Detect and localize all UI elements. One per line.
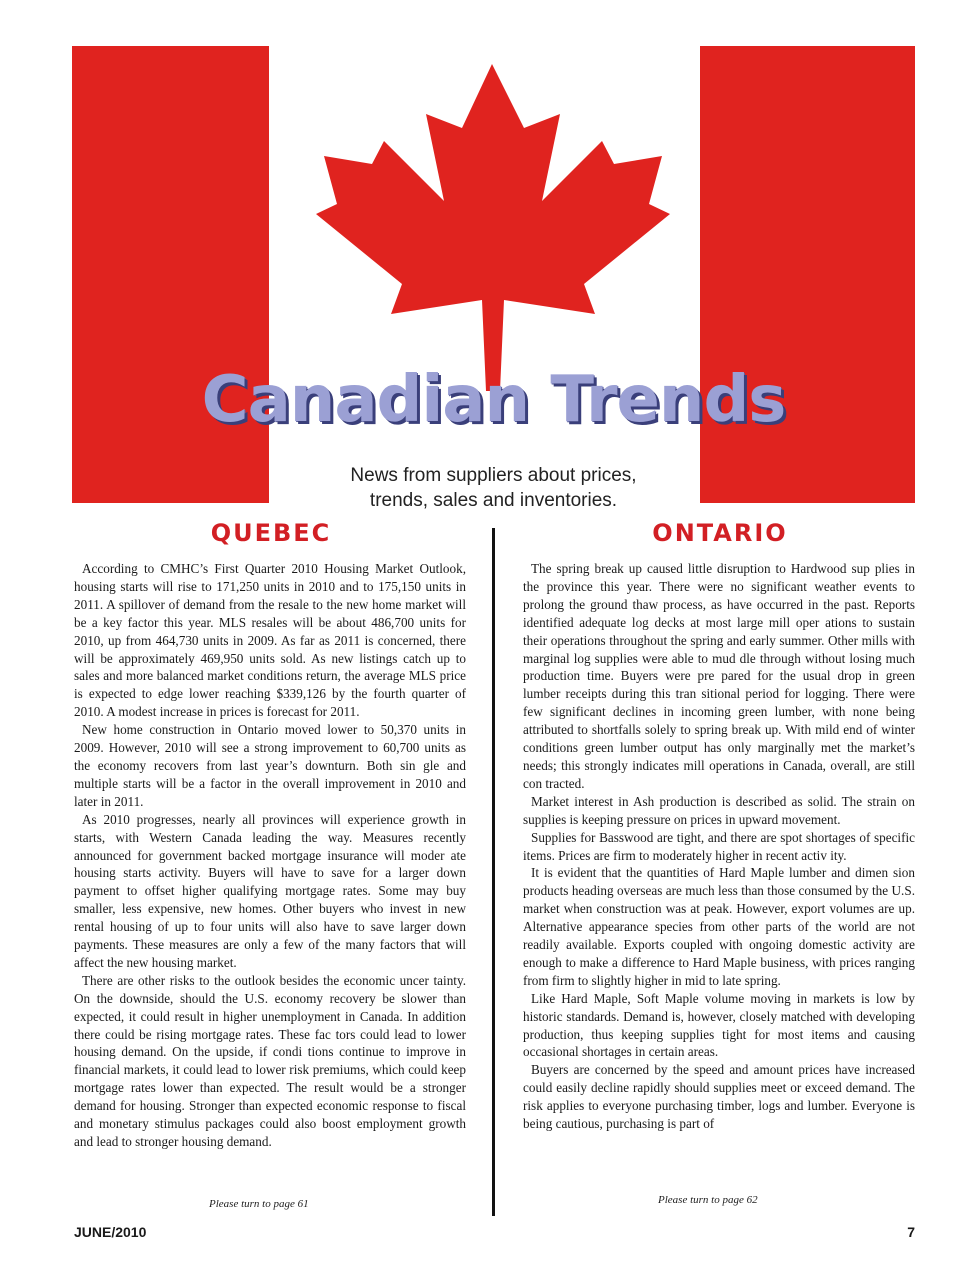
quebec-article — [74, 560, 466, 1151]
article-paragraph: It is evident that the quantities of Hard Maple lumber and dimen sion products heading overseas are much less than those consumed by the U.S. market when construction was at peak. However, export volumes are up. Alternative appearance species from other parts of the world are not readily available. Exports coupled with ongoing domestic activity are enough to make a difference to Hard Maple business, with prices ranging from firm to slightly higher in mid to late spring. — [523, 865, 915, 988]
article-paragraph: The spring break up caused little disruption to Hardwood sup plies in the province this year. There were no significant weather events to prolong the ground thaw process, as have occurred in the past. Reports identified adequate log decks at most large mill oper ations to sustain their operations throughout the spring and early summer. Other mills with marginal log supplies were able to mud dle through without losing much production time. Buyers were pre pared for the usual drop in green lumber receipts during this tran sitional period for logging. There were few significant declines in incoming green lumber, with none being attributed to shortfalls solely to spring break up. With mild end of winter conditions green lumber output has only marginally met the market’s needs; this strongly indicates mill operations in Canada, overall, are still con tracted. — [523, 561, 915, 791]
page-number: 7 — [907, 1224, 915, 1240]
continued-note-quebec: Please turn to page 61 — [209, 1198, 309, 1210]
article-paragraph: Supplies for Basswood are tight, and there are spot shortages of specific items. Prices are firm to moderately higher in recent activ ity. — [523, 829, 915, 863]
subtitle-line: trends, sales and inventories. — [369, 490, 618, 511]
article-paragraph: According to CMHC’s First Quarter 2010 Housing Market Outlook, housing starts will rise to 171,250 units in 2010 and to 175,150 units in 2011. A spillover of demand from the resale to the new home market will be a key factor this year. MLS resales will be about 486,700 units for 2010, up from 464,730 units in 2009. As far as 2011 is concerned, there will be approximately 469,950 units sold. As new listings catch up to sales and more balanced market conditions return, the average MLS price is expected to edge lower reaching $339,126 by the fourth quarter of 2010. A modest increase in prices is forecast for 2011. — [74, 561, 466, 720]
page-title: Canadian Trends — [201, 363, 786, 437]
page-subtitle — [72, 463, 915, 513]
article-paragraph: New home construction in Ontario moved lower to 50,370 units in 2009. However, 2010 will see a strong improvement to 60,700 units as the economy recovers from last year’s downturn. Both sin gle and multiple starts will be a factor in the overall improvement in 2010 and later in 2011. — [74, 722, 466, 809]
issue-date: JUNE/2010 — [74, 1224, 147, 1240]
article-paragraph: As 2010 progresses, nearly all provinces will experience growth in starts, with Western Canada leading the way. Measures recently announced for government backed mortgage insurance will moder ate housing starts activity. Buyers will have to save for a larger down payment to offset higher qualifying mortgage rates. Some may buy smaller, less expensive, new homes. Other buyers who invest in new rental housing of up to four units will also have to save larger down payments. These measures are only a few of the many factors that will affect the new housing market. — [74, 811, 466, 970]
ontario-article — [523, 560, 915, 1133]
section-heading-quebec: QUEBEC — [210, 519, 332, 547]
article-paragraph: Buyers are concerned by the speed and amount prices have increased could easily decline rapidly should supplies meet or exceed demand. The risk applies to everyone purchasing timber, logs and lumber. Everyone is being cautious, purchasing is part of — [523, 1062, 915, 1132]
article-paragraph: There are other risks to the outlook besides the economic uncer tainty. On the downside, should the U.S. economy recovery be slower than expected, it could result in higher unemployment in Canada. In addition there could be rising mortgage rates. These fac tors could lead to lower housing demand. On the upside, if condi tions continue to improve in financial markets, it could lead to lower risk premiums, which could keep mortgage rates lower than expected. The result would be a stronger demand for housing. Stronger than expected economic response to fiscal and monetary stimulus packages could also boost employment growth and lead to stronger housing demand. — [74, 972, 466, 1149]
column-divider — [492, 528, 495, 1216]
section-heading-ontario: ONTARIO — [652, 519, 788, 547]
article-paragraph: Like Hard Maple, Soft Maple volume moving in markets is low by historic standards. Demand is, however, closely matched with developing production, thus keeping supplies tight for most items and causing occasional shortages in certain areas. — [523, 990, 915, 1060]
continued-note-ontario: Please turn to page 62 — [658, 1194, 758, 1206]
article-paragraph: Market interest in Ash production is described as solid. The strain on supplies is keeping pressure on prices in upward movement. — [523, 793, 915, 827]
subtitle-line: News from suppliers about prices, — [350, 465, 637, 486]
